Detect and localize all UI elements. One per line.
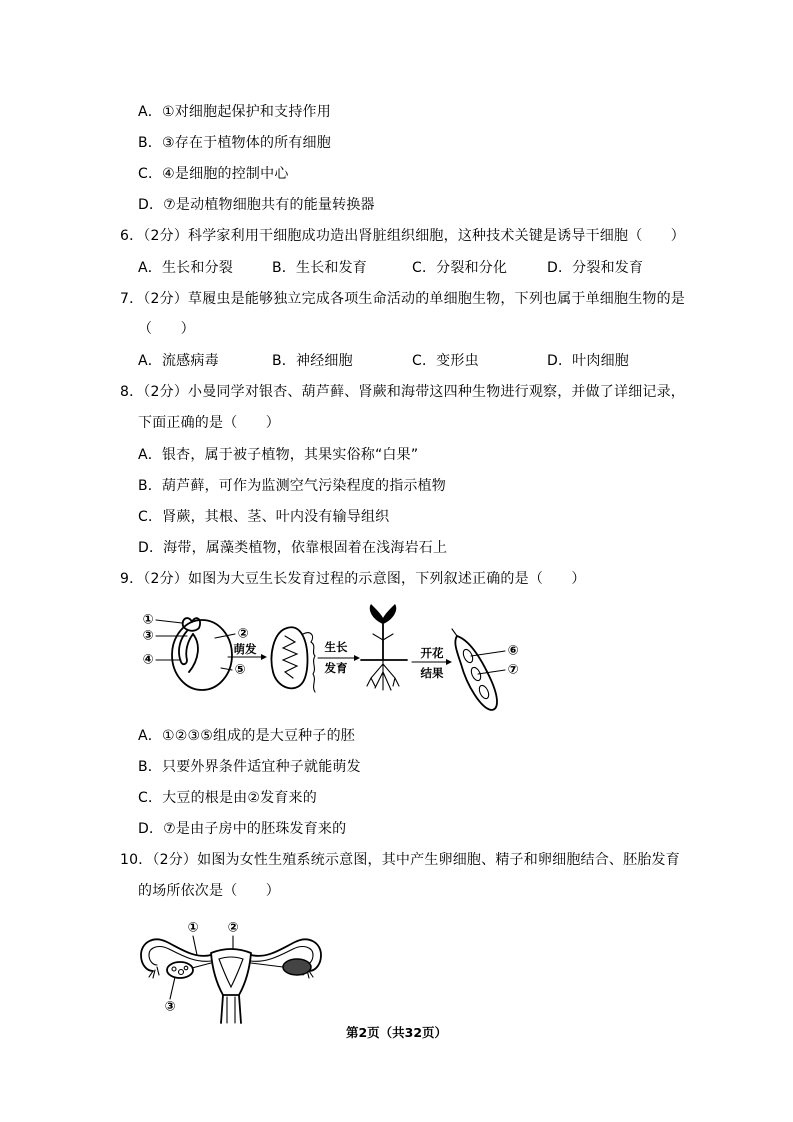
q8-option-b: B．葫芦藓，可作为监测空气污染程度的指示植物 xyxy=(138,478,447,494)
vagina-inner xyxy=(227,997,235,1023)
label-5: ⑤ xyxy=(234,662,246,678)
arrow-grow-caption-top: 生长 xyxy=(324,640,348,654)
q10-stem-line1: 10．（2分）如图为女性生殖系统示意图，其中产生卵细胞、精子和卵细胞结合、胚胎发育 xyxy=(120,852,680,868)
arrow-germinate-caption: 萌发 xyxy=(233,642,257,656)
pod-seed xyxy=(477,684,490,700)
q9-option-b: B．只要外界条件适宜种子就能萌发 xyxy=(138,759,361,775)
leader-line-2 xyxy=(215,634,235,638)
q10-stem-line2: 的场所依次是（ ） xyxy=(138,883,280,899)
arrow-germinate-head xyxy=(261,654,267,660)
q8-stem-line2: 下面正确的是（ ） xyxy=(138,415,280,431)
germinating-seed-folds xyxy=(283,636,297,678)
ovary-follicle xyxy=(179,970,184,975)
q5-option-c: C．④是细胞的控制中心 xyxy=(138,166,289,182)
germinating-seed-outline xyxy=(272,627,308,688)
label-1: ① xyxy=(187,920,199,936)
q5-option-d: D．⑦是动植物细胞共有的能量转换器 xyxy=(138,197,375,213)
germinating-seed xyxy=(272,627,315,692)
q8-stem-line1: 8．（2分）小曼同学对银杏、葫芦藓、肾蕨和海带这四种生物进行观察，并做了详细记录， xyxy=(120,384,686,400)
right-ovarian-ligament xyxy=(251,963,283,967)
page-number-footer: 第2页（共32页） xyxy=(345,1025,448,1040)
label-1: ① xyxy=(142,612,154,628)
q6-option-d: D．分裂和发育 xyxy=(547,260,644,276)
soybean-growth-figure xyxy=(135,600,530,715)
leader-line-1 xyxy=(193,936,197,955)
q8-option-d: D．海带，属藻类植物，依靠根固着在浅海岩石上 xyxy=(138,540,448,556)
left-ovarian-ligament xyxy=(192,963,211,968)
arrow-grow-head xyxy=(354,655,360,661)
left-fimbriae xyxy=(149,967,159,978)
ovary-follicle xyxy=(184,966,188,970)
arrow-fruit-caption-bottom: 结果 xyxy=(420,666,444,680)
q6-option-b: B．生长和发育 xyxy=(272,260,368,276)
label-3: ③ xyxy=(164,999,176,1015)
pod-stalk xyxy=(452,629,457,636)
q6-stem: 6．（2分）科学家利用干细胞成功造出肾脏组织细胞，这种技术关键是诱导干细胞（ ） xyxy=(120,228,686,244)
leader-line-7 xyxy=(478,670,505,674)
label-6: ⑥ xyxy=(507,643,519,659)
q9-option-d: D．⑦是由子房中的胚珠发育来的 xyxy=(138,821,347,837)
right-ovary xyxy=(283,959,311,975)
arrow-fruit-caption-top: 开花 xyxy=(420,646,444,660)
seedling-plant xyxy=(361,604,407,690)
arrow-grow-caption-bottom: 发育 xyxy=(324,661,348,675)
q9-option-c: C．大豆的根是由②发育来的 xyxy=(138,790,317,806)
seedling-leaves xyxy=(370,604,397,624)
soybean-pod xyxy=(452,629,497,710)
vagina-outer xyxy=(221,995,241,1023)
leader-line-1 xyxy=(156,620,182,623)
q9-stem: 9．（2分）如图为大豆生长发育过程的示意图，下列叙述正确的是（ ） xyxy=(120,571,586,587)
q7-option-d: D．叶肉细胞 xyxy=(547,353,629,369)
label-7: ⑦ xyxy=(507,662,519,678)
q5-option-b: B．③存在于植物体的所有细胞 xyxy=(138,135,331,151)
q7-option-c: C．变形虫 xyxy=(412,353,479,369)
q7-option-a: A．流感病毒 xyxy=(138,353,219,369)
label-4: ④ xyxy=(142,652,154,668)
q7-option-b: B．神经细胞 xyxy=(272,353,353,369)
q8-option-a: A．银杏，属于被子植物，其果实俗称“白果” xyxy=(138,447,419,463)
leader-line-3 xyxy=(170,977,175,999)
q6-option-c: C．分裂和分化 xyxy=(412,260,508,276)
female-reproductive-system-figure xyxy=(135,915,330,1025)
seed-coat-outline xyxy=(172,620,232,690)
label-3: ③ xyxy=(142,628,154,644)
q7-stem-line1: 7．（2分）草履虫是能够独立完成各项生命活动的单细胞生物，下列也属于单细胞生物的是 xyxy=(120,291,686,307)
label-2: ② xyxy=(237,626,249,642)
q8-option-c: C．肾蕨，其根、茎、叶内没有输导组织 xyxy=(138,509,390,525)
label-2: ② xyxy=(227,920,239,936)
seedling-roots xyxy=(367,660,399,690)
pod-outline xyxy=(455,636,497,710)
ovary-follicle xyxy=(172,967,176,971)
q7-stem-line2: （ ） xyxy=(138,321,195,337)
q5-option-a: A．①对细胞起保护和支持作用 xyxy=(138,104,331,120)
q9-option-a: A．①②③⑤组成的是大豆种子的胚 xyxy=(138,728,355,744)
arrow-fruit-head xyxy=(446,659,452,665)
uterine-cavity xyxy=(219,957,243,987)
soybean-seed xyxy=(172,618,232,690)
q6-option-a: A．生长和分裂 xyxy=(138,260,233,276)
